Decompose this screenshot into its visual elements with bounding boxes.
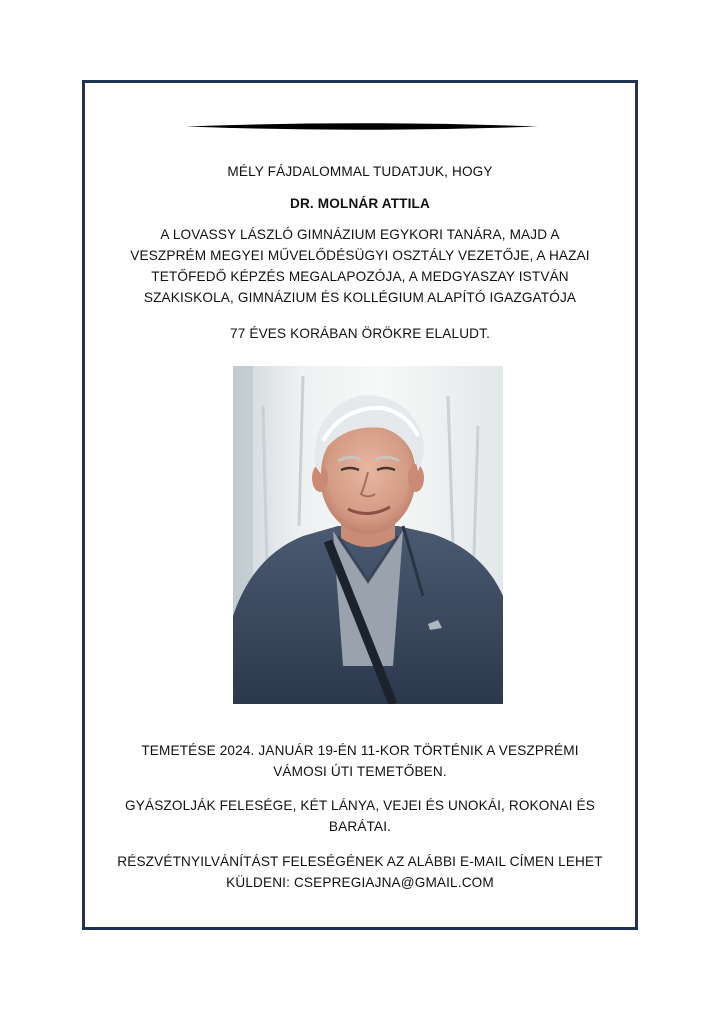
funeral-line: VÁMOSI ÚTI TEMETŐBEN. (273, 764, 447, 779)
mourners-line: BARÁTAI. (328, 819, 392, 834)
intro-text: MÉLY FÁJDALOMMAL TUDATJUK, HOGY (227, 164, 493, 179)
condolence-line: RÉSZVÉTNYILVÁNÍTÁST FELESÉGÉNEK AZ ALÁBBI E-MAIL CÍMEN LEHET (117, 854, 603, 869)
mourners-line: GYÁSZOLJÁK FELESÉGE, KÉT LÁNYA, VEJEI ÉS UNOKÁI, ROKONAI ÉS (125, 798, 595, 813)
bio-line: A LOVASSY LÁSZLÓ GIMNÁZIUM EGYKORI TANÁRA, MAJD A (160, 227, 560, 242)
portrait-illustration (233, 366, 503, 704)
mourners-text (100, 795, 620, 837)
age-text: 77 ÉVES KORÁBAN ÖRÖKRE ELALUDT. (230, 326, 490, 341)
funeral-line: TEMETÉSE 2024. JANUÁR 19-ÉN 11-KOR TÖRTÉNIK A VESZPRÉMI (141, 743, 579, 758)
biography-text (100, 224, 620, 308)
decorative-divider (186, 122, 538, 131)
bio-line: TETŐFEDŐ KÉPZÉS MEGALAPOZÓJA, A MEDGYASZAY ISTVÁN (151, 269, 569, 284)
bio-line: SZAKISKOLA, GIMNÁZIUM ÉS KOLLÉGIUM ALAPÍTÓ IGAZGATÓJA (143, 290, 577, 305)
condolence-text (100, 851, 620, 893)
condolence-line: KÜLDENI: CSEPREGIAJNA@GMAIL.COM (226, 875, 494, 890)
funeral-text (100, 740, 620, 782)
deceased-name: DR. MOLNÁR ATTILA (290, 196, 430, 211)
portrait-photo (233, 366, 503, 704)
bio-line: VESZPRÉM MEGYEI MŰVELŐDÉSÜGYI OSZTÁLY VEZETŐJE, A HAZAI (130, 248, 590, 263)
